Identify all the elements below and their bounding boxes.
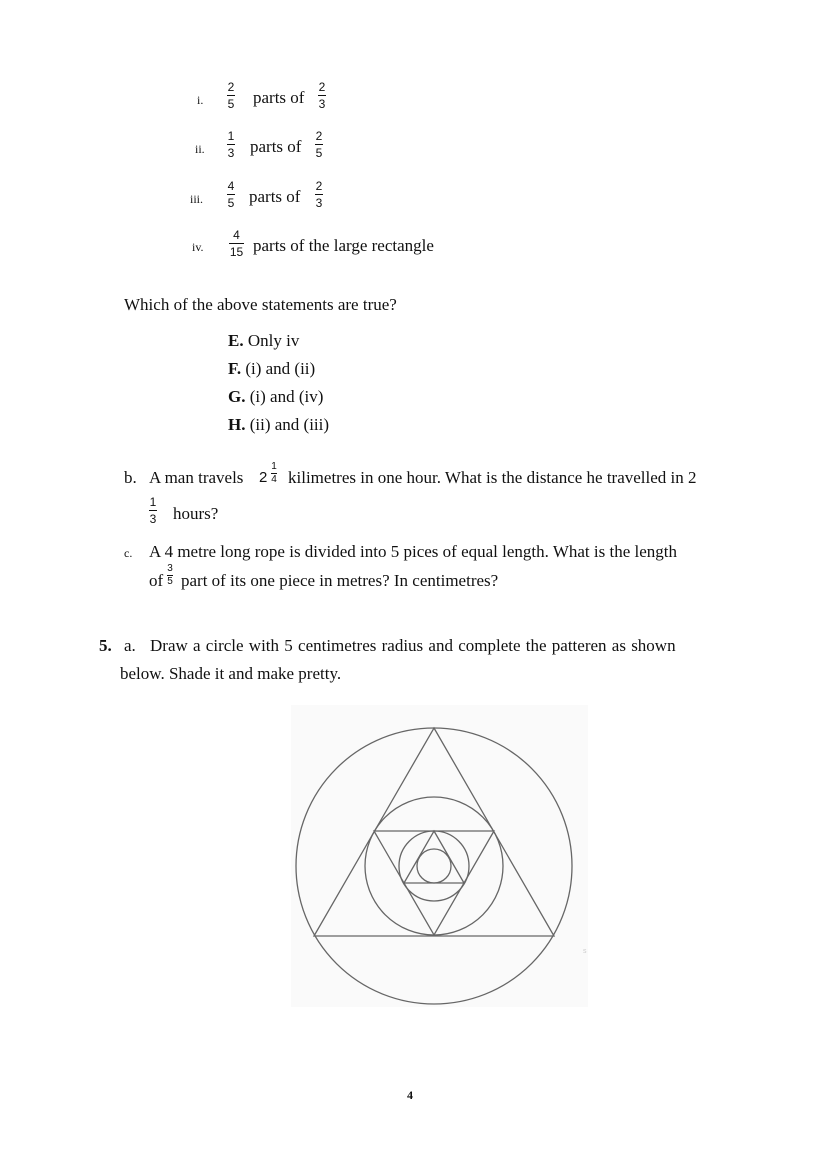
part-b-text: A man travels xyxy=(149,468,244,487)
roman-numeral: i. xyxy=(197,93,204,107)
q5-text: below. Shade it and make pretty. xyxy=(120,664,342,683)
roman-numeral: iv. xyxy=(192,240,204,254)
part-label: a. xyxy=(124,636,136,655)
statement-text: parts of the large rectangle xyxy=(253,236,434,255)
fraction: 2 3 xyxy=(315,179,323,210)
roman-numeral: iii. xyxy=(190,192,204,206)
part-c-text: part of its one piece in metres? In centimetres? xyxy=(181,571,499,590)
circle-triangle-pattern-figure xyxy=(291,705,588,1007)
fraction: 1 3 xyxy=(227,129,235,160)
fraction: 2 3 xyxy=(318,80,326,111)
q5-text: Draw a circle with 5 centimetres radius and complete the patteren as shown xyxy=(150,636,676,655)
statement-text: parts of xyxy=(249,187,301,206)
part-label: c. xyxy=(124,546,133,560)
question-text: Which of the above statements are true? xyxy=(124,295,397,314)
mixed-number-whole: 2 xyxy=(259,469,268,486)
question-number: 5. xyxy=(99,636,112,655)
fraction: 1 3 xyxy=(149,495,157,526)
statement-text: parts of xyxy=(253,88,305,107)
fraction: 4 15 xyxy=(229,228,244,259)
page-number: 4 xyxy=(407,1088,413,1102)
option-f: F. (i) and (ii) xyxy=(228,359,316,378)
fraction: 2 5 xyxy=(227,80,235,111)
fraction: 4 5 xyxy=(227,179,235,210)
part-b-text: hours? xyxy=(173,504,219,523)
fraction: 1 4 xyxy=(271,461,277,485)
fraction: 2 5 xyxy=(315,129,323,160)
part-c-text: A 4 metre long rope is divided into 5 pices of equal length. What is the length xyxy=(149,542,677,561)
option-h: H. (ii) and (iii) xyxy=(228,415,330,434)
part-label: b. xyxy=(124,468,137,487)
option-g: G. (i) and (iv) xyxy=(228,387,324,406)
figure-stray-mark: s xyxy=(583,948,587,955)
part-c-text: of xyxy=(149,571,164,590)
statement-text: parts of xyxy=(250,137,302,156)
figure-background xyxy=(291,705,588,1007)
roman-numeral: ii. xyxy=(195,142,205,156)
fraction: 3 5 xyxy=(167,563,173,587)
option-e: E. Only iv xyxy=(228,331,300,350)
part-b-text: kilimetres in one hour. What is the distance he travelled in 2 xyxy=(288,468,697,487)
